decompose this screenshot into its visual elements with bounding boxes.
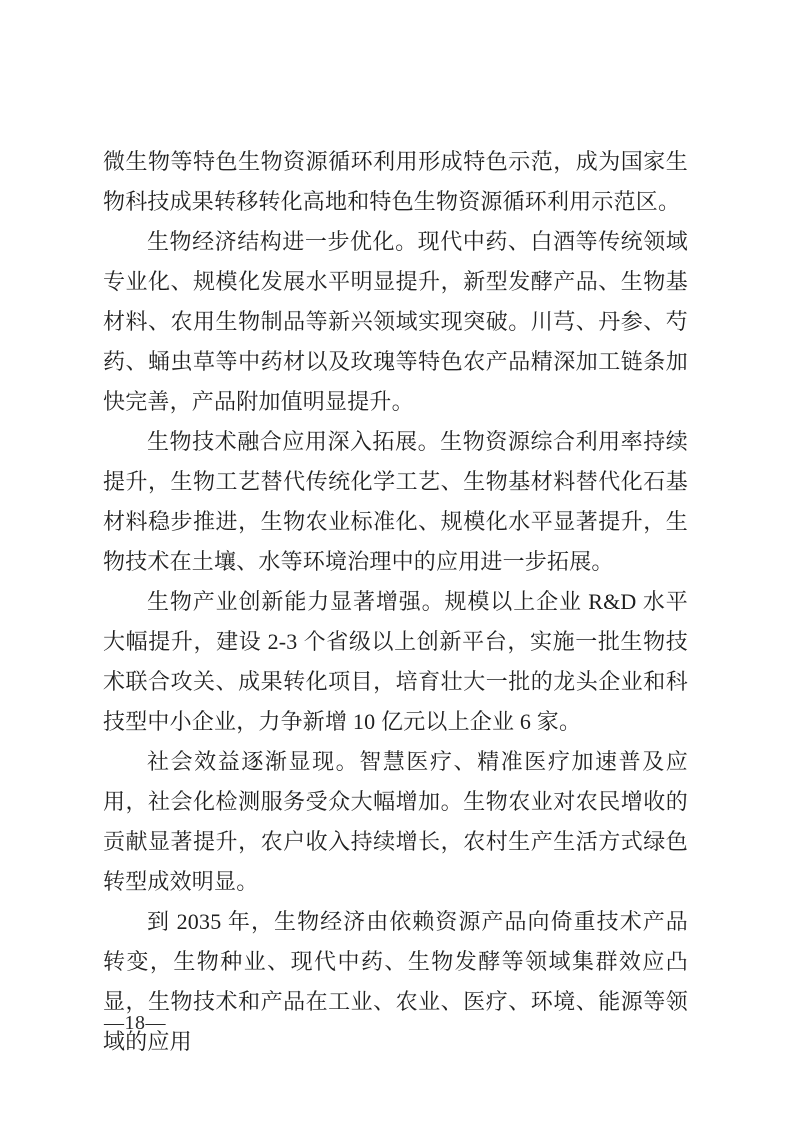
paragraph: 生物经济结构进一步优化。现代中药、白酒等传统领域专业化、规模化发展水平明显提升，新型发酵产品、生物基材料、农用生物制品等新兴领域实现突破。川芎、丹参、芍药、蛹虫草等中药材以及玫瑰等特色农产品精深加工链条加快完善，产品附加值明显提升。 bbox=[103, 229, 688, 414]
page-number: —18— bbox=[104, 1012, 166, 1034]
paragraph: 到 2035 年，生物经济由依赖资源产品向倚重技术产品转变，生物种业、现代中药、生物发酵等领域集群效应凸显，生物技术和产品在工业、农业、医疗、环境、能源等领域的应用 bbox=[103, 909, 688, 1054]
paragraph: 微生物等特色生物资源循环利用形成特色示范，成为国家生物科技成果转移转化高地和特色生物资源循环利用示范区。 bbox=[103, 149, 688, 214]
paragraph: 生物技术融合应用深入拓展。生物资源综合利用率持续提升，生物工艺替代传统化学工艺、生物基材料替代化石基材料稳步推进，生物农业标准化、规模化水平显著提升，生物技术在土壤、水等环境治理中的应用进一步拓展。 bbox=[103, 429, 688, 574]
paragraph: 生物产业创新能力显著增强。规模以上企业 R&D 水平大幅提升，建设 2-3 个省级以上创新平台，实施一批生物技术联合攻关、成果转化项目，培育壮大一批的龙头企业和科技型中小企业，力争新增 10 亿元以上企业 6 家。 bbox=[103, 589, 688, 734]
paragraph: 社会效益逐渐显现。智慧医疗、精准医疗加速普及应用，社会化检测服务受众大幅增加。生物农业对农民增收的贡献显著提升，农户收入持续增长，农村生产生活方式绿色转型成效明显。 bbox=[103, 749, 688, 894]
document-body bbox=[103, 142, 688, 1062]
